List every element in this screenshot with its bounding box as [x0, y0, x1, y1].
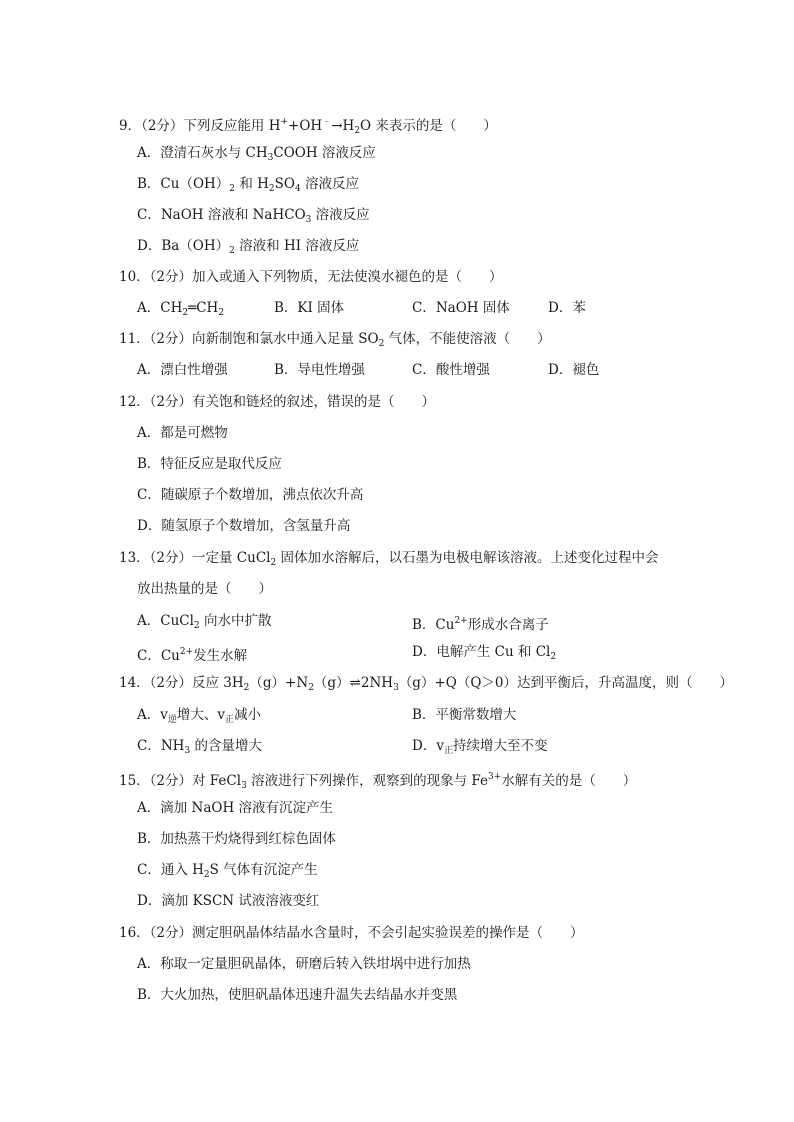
question-15-option-d: D．滴加 KSCN 试液溶液变红 [137, 893, 320, 909]
question-15-option-a: A．滴加 NaOH 溶液有沉淀产生 [137, 800, 334, 816]
question-13-option-a: A．CuCl$_2$ 向水中扩散 [137, 613, 272, 631]
question-14-stem: 14．（2分）反应 $3H_2(g)+N_2(g)\rightleftharpoons 2NH_3(g)+Q(Q>0)$达到平衡后，升高温度，则（ ） [119, 675, 733, 693]
question-12-stem: 12．（2分）有关饱和链烃的叙述，错误的是（ ） [119, 394, 436, 410]
question-9-option-c: C．NaOH 溶液和 NaHCO$_3$ 溶液反应 [137, 207, 370, 225]
question-14-option-c: C．$NH_3$ 的含量增大 [137, 738, 262, 756]
question-9-stem: 9．（2分）下列反应能用 $H^++OH^﹣\to H_2O$ 来表示的是（ ） [119, 117, 497, 136]
question-12-option-c: C．随碳原子个数增加，沸点依次升高 [137, 487, 364, 503]
question-14-option-d: D．$v_正$持续增大至不变 [412, 738, 548, 756]
question-16-stem: 16．（2分）测定胆矾晶体结晶水含量时，不会引起实验误差的操作是（ ） [119, 925, 584, 941]
question-11-stem: 11．（2分）向新制饱和氯水中通入足量 $SO_2$ 气体，不能使溶液（ ） [119, 331, 551, 349]
question-11-option-b: B．导电性增强 [274, 362, 365, 378]
question-13-option-b: B．$Cu^{2+}$形成水合离子 [412, 616, 549, 633]
question-15-option-b: B．加热蒸干灼烧得到红棕色固体 [137, 831, 336, 847]
question-10-option-c: C．NaOH 固体 [412, 300, 510, 316]
question-11-option-a: A．漂白性增强 [137, 362, 228, 378]
question-13-stem-continued: 放出热量的是（ ） [137, 581, 272, 597]
question-11-option-d: D．褪色 [548, 362, 600, 378]
question-14-option-b: B．平衡常数增大 [412, 707, 517, 723]
question-12-option-b: B．特征反应是取代反应 [137, 456, 282, 472]
question-9-option-a: A．澄清石灰水与 $CH_3COOH$ 溶液反应 [137, 145, 376, 163]
question-9-option-d: D．$Ba(OH)_2$ 溶液和 HI 溶液反应 [137, 238, 360, 256]
question-16-option-a: A．称取一定量胆矾晶体，研磨后转入铁坩埚中进行加热 [137, 956, 471, 972]
question-10-option-b: B．KI 固体 [274, 300, 345, 316]
question-16-option-b: B．大火加热，使胆矾晶体迅速升温失去结晶水并变黑 [137, 987, 458, 1003]
question-15-stem: 15．（2分）对 FeCl$_3$ 溶液进行下列操作，观察到的现象与 $Fe^{3+}$水解有关的是（ ） [119, 772, 637, 791]
question-13-option-c: C．$Cu^{2+}$发生水解 [137, 647, 248, 664]
question-15-option-c: C．通入 $H_2S$ 气体有沉淀产生 [137, 862, 318, 880]
question-10-option-a: A．$CH_2═CH_2$ [137, 300, 225, 318]
question-12-option-a: A．都是可燃物 [137, 425, 228, 441]
question-10-option-d: D．苯 [548, 300, 586, 316]
question-13-stem: 13．（2分）一定量 CuCl$_2$ 固体加水溶解后，以石墨为电极电解该溶液。上述变化过程中会 [119, 550, 659, 568]
question-10-stem: 10．（2分）加入或通入下列物质，无法使溴水褪色的是（ ） [119, 269, 503, 285]
question-13-option-d: D．电解产生 Cu 和 $Cl_2$ [412, 644, 557, 662]
question-11-option-c: C．酸性增强 [412, 362, 490, 378]
question-9-option-b: B．$Cu(OH)_2$ 和 $H_2SO_4$ 溶液反应 [137, 176, 359, 194]
question-14-option-a: A．$v_逆$增大、$v_正$减小 [137, 707, 262, 725]
question-12-option-d: D．随氢原子个数增加，含氢量升高 [137, 518, 351, 534]
